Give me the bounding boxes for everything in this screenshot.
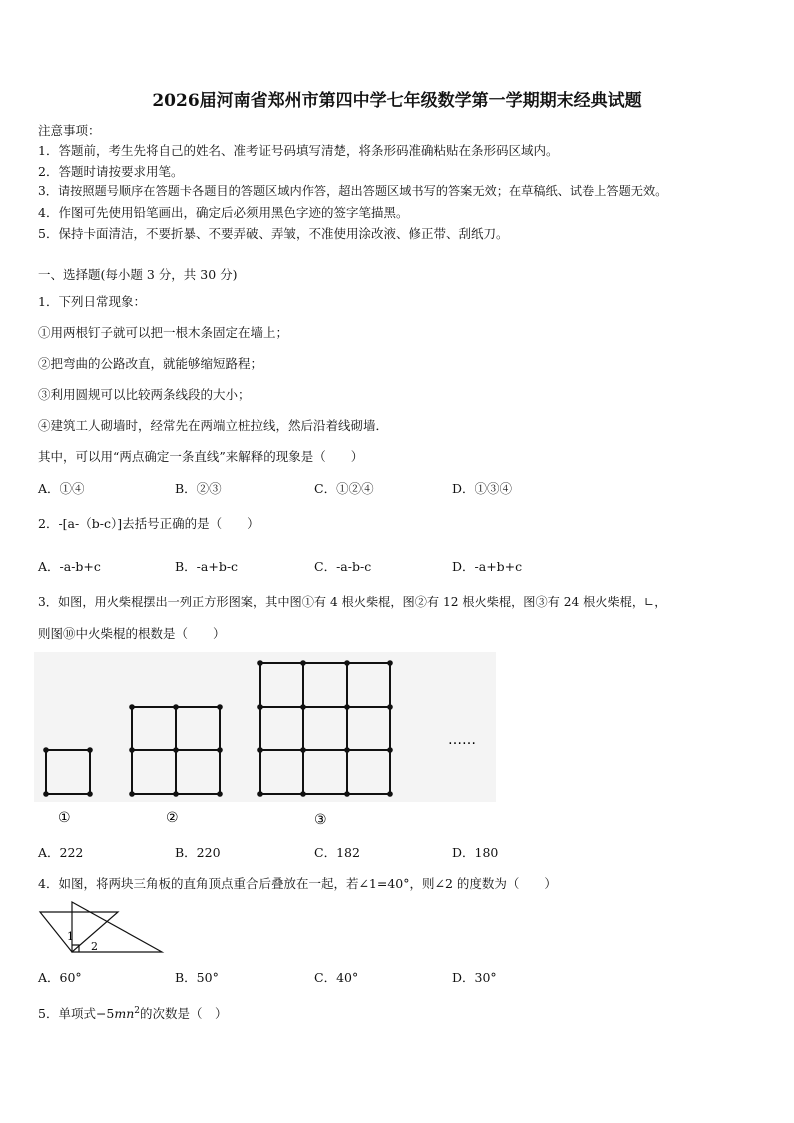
q1-item: ①用两根钉子就可以把一根木条固定在墙上； <box>38 325 289 340</box>
q2-option-d: D．-a+b+c <box>452 559 523 574</box>
q2-option-b: B．-a+b-c <box>175 559 239 574</box>
notice-item: 1．答题前，考生先将自己的姓名、准考证号码填写清楚，将条形码准确粘贴在条形码区域内。 <box>38 143 559 158</box>
q1-item: ②把弯曲的公路改直，就能够缩短路程； <box>38 356 264 371</box>
q1-option-a: A．①④ <box>38 481 85 496</box>
matchstick-figure <box>34 652 496 830</box>
q3-option-d: D．180 <box>452 845 499 860</box>
angle-label-1: 1 <box>67 930 74 943</box>
angle-label-2: 2 <box>91 940 98 953</box>
q5-expr-sign: −5 <box>95 1006 115 1021</box>
q4-option-d: D．30° <box>452 970 497 985</box>
q5-stem <box>38 1004 228 1022</box>
q2-option-c: C．-a-b-c <box>314 559 372 574</box>
notice-item: 2．答题时请按要求用笔。 <box>38 164 184 179</box>
page-title: 2026届河南省郑州市第四中学七年级数学第一学期期末经典试题 <box>152 91 642 111</box>
q3-option-a: A．222 <box>38 845 84 860</box>
notice-heading: 注意事项： <box>38 123 101 138</box>
figure-label-1: ① <box>58 810 71 826</box>
q4-stem: 4．如图，将两块三角板的直角顶点重合后叠放在一起，若∠1=40°，则∠2 的度数为（ ） <box>38 876 557 891</box>
notice-item: 3．请按照题号顺序在答题卡各题目的答题区域内作答，超出答题区域书写的答案无效；在草稿纸、试卷上答题无效。 <box>38 184 668 198</box>
section-heading: 一、选择题(每小题 3 分，共 30 分) <box>38 267 238 282</box>
notice-item: 5．保持卡面清洁，不要折暴、不要弄破、弄皱，不准使用涂改液、修正带、刮纸刀。 <box>38 226 509 241</box>
q5-expression <box>96 1006 140 1021</box>
q3-option-b: B．220 <box>175 845 221 860</box>
q5-stem-suffix: 的次数是（ ） <box>140 1006 228 1021</box>
figure-ellipsis: …… <box>448 732 476 748</box>
q5-expr-exp: 2 <box>134 1005 141 1016</box>
q3-stem-2: 则图⑩中火柴棍的根数是（ ） <box>38 626 226 641</box>
q4-option-b: B．50° <box>175 970 219 985</box>
q1-question: 其中，可以用“两点确定一条直线”来解释的现象是（ ） <box>38 449 364 464</box>
q1-item: ③利用圆规可以比较两条线段的大小； <box>38 387 251 402</box>
q1-option-c: C．①②④ <box>314 481 374 496</box>
figure-label-3: ③ <box>314 812 327 828</box>
q2-option-a: A．-a-b+c <box>38 559 101 574</box>
q1-option-d: D．①③④ <box>452 481 513 496</box>
triangle-figure <box>36 900 168 958</box>
q1-option-b: B．②③ <box>175 481 222 496</box>
figure-label-2: ② <box>166 810 179 826</box>
q4-option-c: C．40° <box>314 970 359 985</box>
notice-item: 4．作图可先使用铅笔画出，确定后必须用黑色字迹的签字笔描黑。 <box>38 205 409 220</box>
q4-option-a: A．60° <box>38 970 82 985</box>
q3-stem: 3．如图，用火柴棍摆出一列正方形图案，其中图①有 4 根火柴棍，图②有 12 根火柴棍，图③有 24 根火柴棍，∟， <box>38 595 667 609</box>
q1-stem: 1．下列日常现象： <box>38 294 146 309</box>
q1-item: ④建筑工人砌墙时，经常先在两端立桩拉线，然后沿着线砌墙． <box>38 418 389 433</box>
q5-expr-var: mn <box>114 1006 135 1021</box>
q5-stem-prefix: 5．单项式 <box>38 1006 96 1021</box>
q2-stem: 2．-[a-（b-c）]去括号正确的是（ ） <box>38 516 260 531</box>
q3-option-c: C．182 <box>314 845 360 860</box>
